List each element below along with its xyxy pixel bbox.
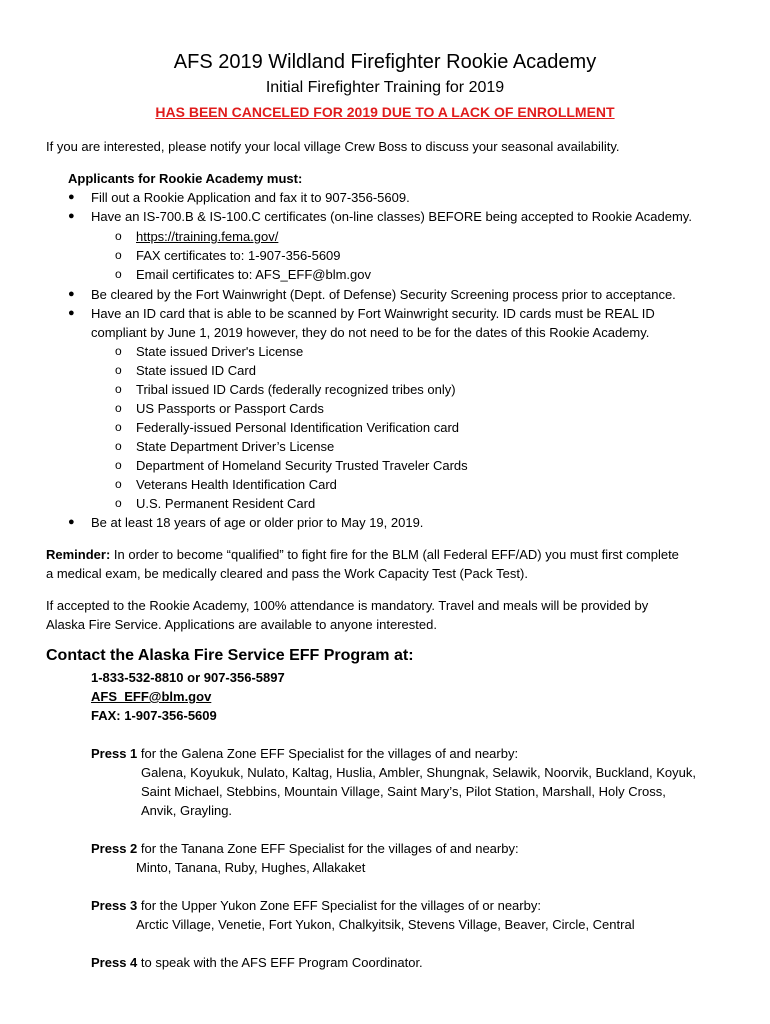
galena-villages-1: Galena, Koyukuk, Nulato, Kaltag, Huslia, Ambler, Shungnak, Selawik, Noorvik, Buckland, Koyuk,: [141, 765, 696, 780]
press-3-line: [91, 896, 541, 915]
reminder-text: In order to become “qualified” to fight fire for the BLM (all Federal EFF/AD) you must first complete: [110, 547, 679, 562]
document-subtitle: Initial Firefighter Training for 2019: [265, 79, 505, 96]
reminder-line-2: a medical exam, be medically cleared and pass the Work Capacity Test (Pack Test).: [46, 566, 528, 581]
requirement-application: Fill out a Rookie Application and fax it to 907-356-5609.: [91, 190, 410, 205]
requirement-age: Be at least 18 years of age or older prior to May 19, 2019.: [91, 515, 424, 530]
id-type-item: U.S. Permanent Resident Card: [136, 496, 316, 511]
contact-phone: 1-833-532-8810 or 907-356-5897: [91, 670, 285, 685]
accepted-line-1: If accepted to the Rookie Academy, 100% attendance is mandatory. Travel and meals will be provided by: [46, 598, 649, 613]
press-4-line: [91, 953, 423, 972]
upper-yukon-villages: Arctic Village, Venetie, Fort Yukon, Chalkyitsik, Stevens Village, Beaver, Circle, Central: [136, 917, 635, 932]
press-2-text: for the Tanana Zone EFF Specialist for the villages of and nearby:: [137, 841, 519, 856]
requirement-id-card-continued: compliant by June 1, 2019 however, they do not need to be for the dates of this Rookie Academy.: [91, 325, 650, 340]
tanana-villages: Minto, Tanana, Ruby, Hughes, Allakaket: [136, 860, 366, 875]
press-4-text: to speak with the AFS EFF Program Coordinator.: [137, 955, 423, 970]
email-certificates: Email certificates to: AFS_EFF@blm.gov: [136, 267, 371, 282]
sub-bullet-icon: o: [115, 401, 122, 415]
id-type-item: State Department Driver’s License: [136, 439, 335, 454]
id-type-item: US Passports or Passport Cards: [136, 401, 324, 416]
id-type-item: State issued ID Card: [136, 363, 256, 378]
sub-bullet-icon: o: [115, 420, 122, 434]
sub-bullet-icon: o: [115, 267, 122, 281]
id-type-item: Veterans Health Identification Card: [136, 477, 337, 492]
requirement-security: Be cleared by the Fort Wainwright (Dept. of Defense) Security Screening process prior to acceptance.: [91, 287, 676, 302]
sub-bullet-icon: o: [115, 458, 122, 472]
sub-bullet-icon: o: [115, 344, 122, 358]
contact-email-link[interactable]: AFS_EFF@blm.gov: [91, 689, 212, 704]
press-3-label: Press 3: [91, 898, 138, 913]
fax-certificates: FAX certificates to: 1-907-356-5609: [136, 248, 341, 263]
reminder-line-1: [46, 545, 679, 564]
cancel-notice: HAS BEEN CANCELED FOR 2019 DUE TO A LACK OF ENROLLMENT: [155, 104, 615, 120]
bullet-icon: ●: [68, 210, 75, 222]
id-type-item: Tribal issued ID Cards (federally recognized tribes only): [136, 382, 456, 397]
sub-bullet-icon: o: [115, 496, 122, 510]
accepted-line-2: Alaska Fire Service. Applications are available to anyone interested.: [46, 617, 437, 632]
press-1-label: Press 1: [91, 746, 138, 761]
intro-text: If you are interested, please notify your local village Crew Boss to discuss your seasonal availability.: [46, 139, 620, 154]
bullet-icon: ●: [68, 516, 75, 528]
sub-bullet-icon: o: [115, 363, 122, 377]
sub-bullet-icon: o: [115, 248, 122, 262]
contact-heading: Contact the Alaska Fire Service EFF Program at:: [46, 647, 414, 664]
press-1-line: [91, 744, 518, 763]
applicants-heading: Applicants for Rookie Academy must:: [68, 171, 303, 186]
bullet-icon: ●: [68, 288, 75, 300]
id-type-item: State issued Driver's License: [136, 344, 304, 359]
reminder-label: Reminder:: [46, 547, 111, 562]
fema-training-link[interactable]: https://training.fema.gov/: [136, 229, 279, 244]
id-type-item: Department of Homeland Security Trusted Traveler Cards: [136, 458, 468, 473]
requirement-id-card: Have an ID card that is able to be scanned by Fort Wainwright security. ID cards must be REAL ID: [91, 306, 655, 321]
sub-bullet-icon: o: [115, 439, 122, 453]
contact-fax: FAX: 1-907-356-5609: [91, 708, 217, 723]
id-type-item: Federally-issued Personal Identification Verification card: [136, 420, 460, 435]
press-4-label: Press 4: [91, 955, 138, 970]
press-1-text: for the Galena Zone EFF Specialist for the villages of and nearby:: [137, 746, 519, 761]
document-title: AFS 2019 Wildland Firefighter Rookie Academy: [173, 51, 597, 73]
bullet-icon: ●: [68, 307, 75, 319]
requirement-certificates: Have an IS-700.B & IS-100.C certificates (on-line classes) BEFORE being accepted to Rookie Academy.: [91, 209, 692, 224]
press-2-line: [91, 839, 519, 858]
galena-villages-3: Anvik, Grayling.: [141, 803, 233, 818]
press-2-label: Press 2: [91, 841, 138, 856]
bullet-icon: ●: [68, 191, 75, 203]
sub-bullet-icon: o: [115, 477, 122, 491]
sub-bullet-icon: o: [115, 382, 122, 396]
sub-bullet-icon: o: [115, 229, 122, 243]
press-3-text: for the Upper Yukon Zone EFF Specialist for the villages of or nearby:: [137, 898, 541, 913]
galena-villages-2: Saint Michael, Stebbins, Mountain Village, Saint Mary’s, Pilot Station, Marshall, Holy Cross,: [141, 784, 666, 799]
